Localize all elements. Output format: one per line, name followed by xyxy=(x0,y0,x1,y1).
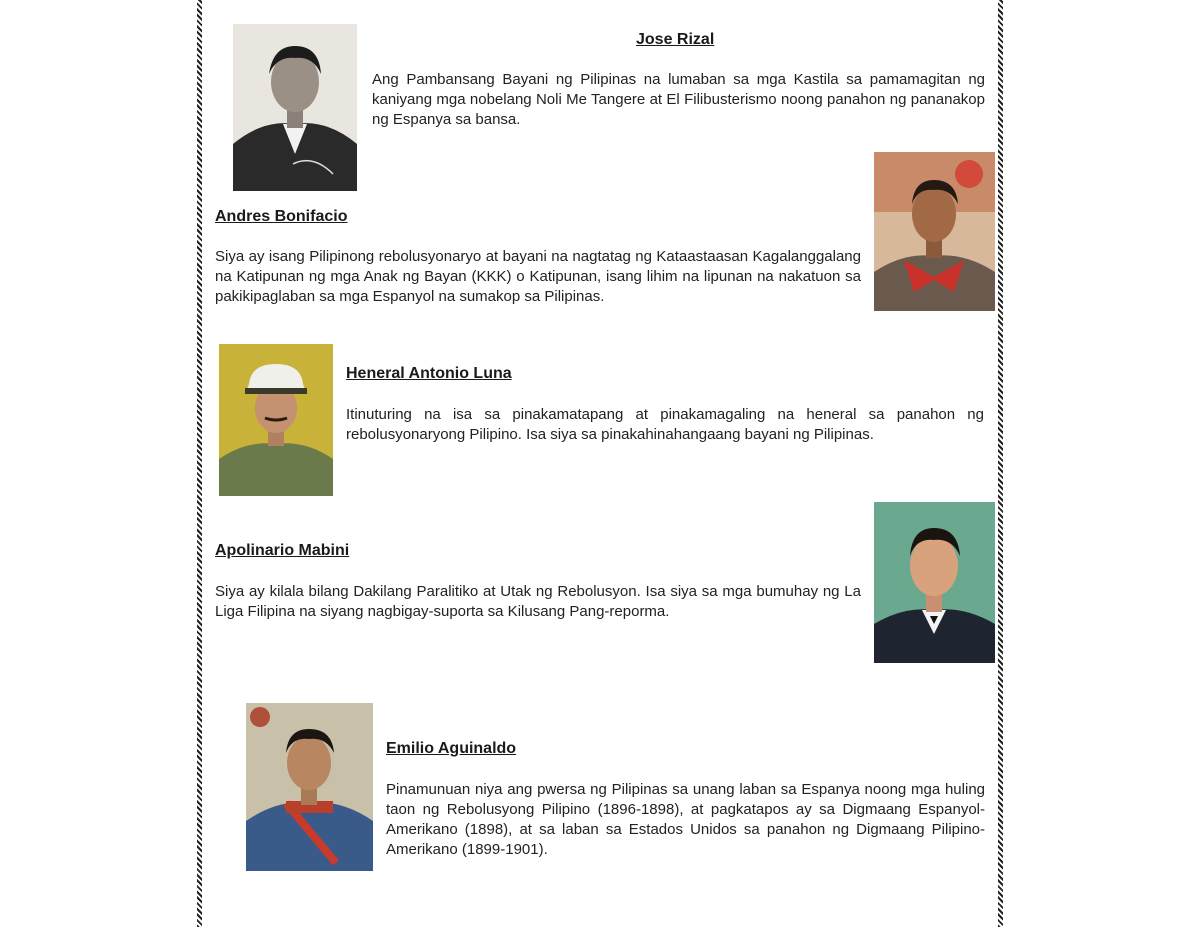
portrait-jose-rizal xyxy=(233,24,357,191)
portrait-apolinario-mabini xyxy=(874,502,995,663)
hero-description-emilio-aguinaldo: Pinamunuan niya ang pwersa ng Pilipinas sa unang laban sa Espanya noong mga huling taon ng Rebolusyong Pilipino (1896-1898), at pagkatapos ay sa Digmaang Espanyol-Amerikano (1898), at sa laban sa Estados Unidos sa panahon ng Digmaang Pilipino-Amerikano (1899-1901). xyxy=(386,781,985,858)
hero-name-jose-rizal: Jose Rizal xyxy=(636,31,715,48)
hero-name-andres-bonifacio: Andres Bonifacio xyxy=(215,208,348,225)
portrait-emilio-aguinaldo xyxy=(246,703,373,871)
left-decorative-border xyxy=(197,0,202,927)
portrait-andres-bonifacio xyxy=(874,152,995,311)
right-decorative-border xyxy=(998,0,1003,927)
hero-description-antonio-luna: Itinuturing na isa sa pinakamatapang at pinakamagaling na heneral sa panahon ng rebolusyonaryong Pilipino. Isa siya sa pinakahinahangaang bayani ng Pilipinas. xyxy=(346,406,984,443)
hero-description-andres-bonifacio: Siya ay isang Pilipinong rebolusyonaryo at bayani na nagtatag ng Kataastaasan Kagalanggalang na Katipunan ng mga Anak ng Bayan (KKK) o Katipunan, isang lihim na lipunan na nakatuon sa pakikipaglaban sa mga Espanyol na sumakop sa Pilipinas. xyxy=(215,248,861,305)
hero-name-antonio-luna: Heneral Antonio Luna xyxy=(346,365,512,382)
hero-description-jose-rizal: Ang Pambansang Bayani ng Pilipinas na lumaban sa mga Kastila sa pamamagitan ng kaniyang mga nobelang Noli Me Tangere at El Filibusterismo noong panahon ng pananakop ng Espanya sa bansa. xyxy=(372,71,985,128)
hero-name-apolinario-mabini: Apolinario Mabini xyxy=(215,542,350,559)
hero-name-emilio-aguinaldo: Emilio Aguinaldo xyxy=(386,740,517,757)
portrait-antonio-luna xyxy=(219,344,333,496)
hero-description-apolinario-mabini: Siya ay kilala bilang Dakilang Paralitiko at Utak ng Rebolusyon. Isa siya sa mga bumuhay ng La Liga Filipina na siyang nagbigay-suporta sa Kilusang Pang-reporma. xyxy=(215,583,861,620)
